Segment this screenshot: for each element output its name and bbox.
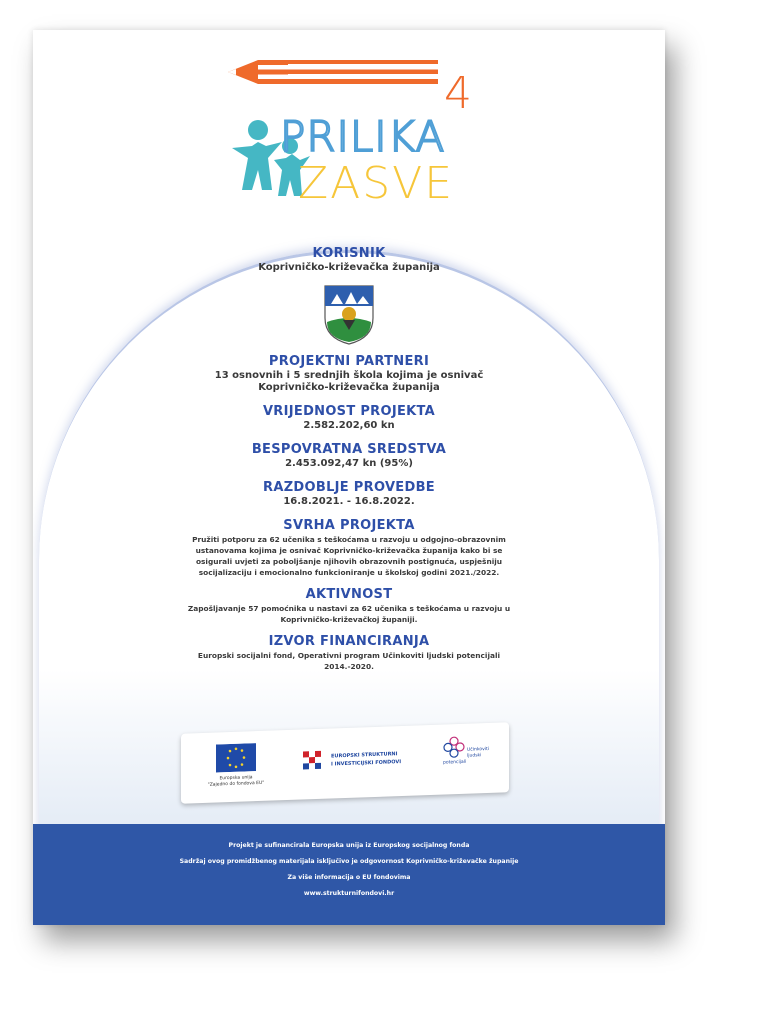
logo-number: 4 [444, 68, 472, 119]
esif-logo-line2: I INVESTICIJSKI FONDOVI [331, 759, 402, 768]
eu-logo-line2: "Zajedno do fondova EU" [207, 780, 265, 788]
project-info [33, 246, 665, 672]
korisnik-value: Koprivničko-križevačka županija [258, 262, 440, 273]
razdoblje-value: 16.8.2021. - 16.8.2022. [283, 496, 415, 507]
ulj-logo [443, 734, 503, 766]
vrijednost-value: 2.582.202,60 kn [303, 420, 395, 431]
razdoblje-heading: RAZDOBLJE PROVEDBE [263, 480, 435, 495]
izvor-heading: IZVOR FINANCIRANJA [268, 634, 430, 649]
ulj-logo-line3: potencijali [443, 759, 467, 766]
bespovratna-value: 2.453.092,47 kn (95%) [285, 458, 413, 469]
partneri-line2: Koprivničko-križevačka županija [258, 382, 440, 393]
footer-line2: Sadržaj ovog promidžbenog materijala isključivo je odgovornost Koprivničko-križevačke županije [179, 858, 519, 865]
svrha-heading: SVRHA PROJEKTA [283, 518, 415, 533]
aktivnost-heading: AKTIVNOST [305, 587, 393, 602]
partneri-line1: 13 osnovnih i 5 srednjih škola kojima je osnivač [214, 370, 484, 381]
poster-page [33, 30, 665, 925]
vrijednost-heading: VRIJEDNOST PROJEKTA [262, 404, 436, 419]
footer [33, 824, 665, 925]
eu-logo [201, 743, 271, 789]
esif-logo [301, 745, 421, 775]
footer-line1: Projekt je sufinancirala Europska unija iz Europskog socijalnog fonda [228, 842, 470, 849]
funding-logos-strip [181, 722, 509, 803]
ulj-logo-line2: ljudski [467, 753, 482, 759]
partneri-heading: PROJEKTNI PARTNERI [268, 354, 430, 369]
svrha-text: Pružiti potporu za 62 učenika s teškoćama u razvoju u odgojno-obrazovnim ustanovama kojima je osnivač Koprivničko-križevačka županija kako bi se osigurali uvjeti za poboljšanje njihovih obrazovnih postignuća, uspješniju socijalizaciju i emocionalno funkcioniranje u školskoj godini 2021./2022. [192, 535, 506, 577]
korisnik-heading: KORISNIK [312, 246, 386, 261]
izvor-text: Europski socijalni fond, Operativni program Učinkoviti ljudski potencijali 2014.-2020. [197, 651, 501, 671]
aktivnost-text: Zapošljavanje 57 pomoćnika u nastavi za 62 učenika s teškoćama u razvoju u Koprivničko-križevačkoj županiji. [187, 604, 511, 624]
eu-logo-line1: Europska unija [219, 775, 253, 782]
footer-line3: Za više informacija o EU fondovima [287, 874, 411, 881]
croatia-checker-icon [301, 749, 327, 776]
county-coat-of-arms-icon [323, 284, 375, 346]
project-logo [218, 50, 478, 220]
flower-icon [443, 736, 465, 759]
ulj-logo-line1: Učinkoviti [467, 746, 489, 753]
logo-word-prilika: PRILIKA [280, 112, 446, 161]
esif-logo-line1: EUROPSKI STRUKTURNI [331, 751, 398, 760]
eu-flag-icon [216, 743, 256, 772]
footer-website-link[interactable]: www.strukturnifondovi.hr [303, 890, 395, 897]
logo-word-zasve: ZASVE [298, 158, 455, 209]
bespovratna-heading: BESPOVRATNA SREDSTVA [251, 442, 447, 457]
